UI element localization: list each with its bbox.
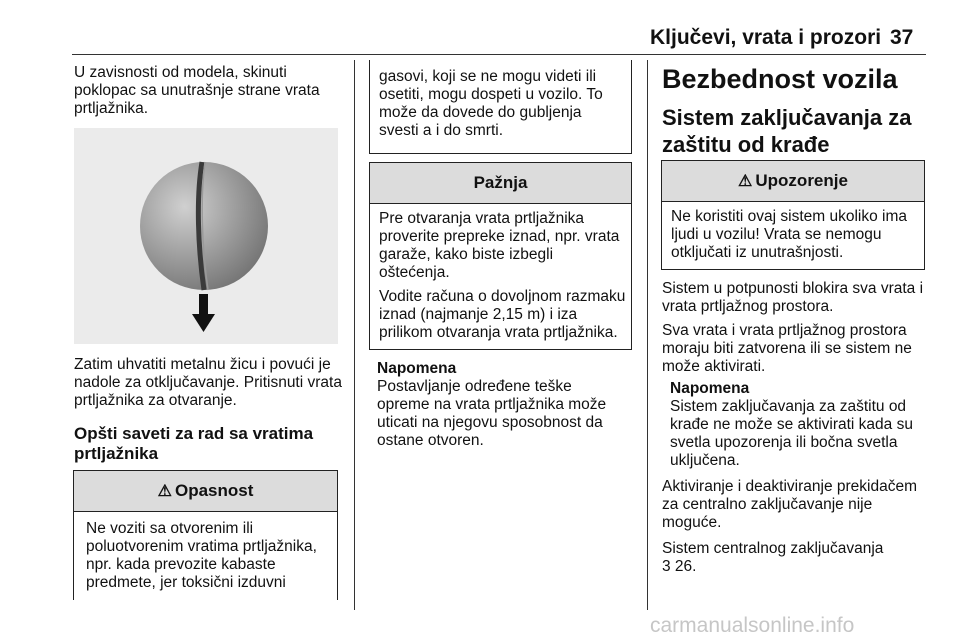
caution-box-header <box>370 163 631 204</box>
note-block <box>377 360 627 450</box>
danger-box-header <box>74 471 337 512</box>
continued-box <box>369 60 632 154</box>
note-text: Sistem zaključavanja za zaštitu od krađe ne može se aktivirati kada su svetla upozorenja ili bočna svetla uključena. <box>670 398 913 469</box>
section-heading: Opšti saveti za rad sa vratima prtljažnika <box>74 424 314 463</box>
paragraph-4: Sistem centralnog zaključavanja <box>662 540 884 557</box>
note-block <box>670 380 926 470</box>
header-rule <box>72 54 926 55</box>
paragraph-2: Sva vrata i vrata prtljažnog prostora moraju biti zatvorena ili se sistem ne može aktivirati. <box>662 322 912 375</box>
intro-paragraph: U zavisnosti od modela, skinuti poklopac sa unutrašnje strane vrata prtljažnika. <box>74 64 320 117</box>
note-label: Napomena <box>670 380 750 397</box>
danger-box-text: Ne voziti sa otvorenim ili poluotvorenim vratima prtljažnika, npr. kada prevozite kabaste predmete, jer toksični izduvni <box>86 520 317 591</box>
warning-box <box>661 160 925 270</box>
caution-box <box>369 162 632 350</box>
page-number: 37 <box>890 26 914 49</box>
after-image-paragraph: Zatim uhvatiti metalnu žicu i povući je nadole za otključavanje. Pritisnuti vrata prtljažnika za otvaranje. <box>74 356 342 409</box>
subsection-title: Sistem zaključavanja za zaštitu od krađe <box>662 105 912 157</box>
header-title: Ključevi, vrata i prozori <box>650 26 882 49</box>
caution-box-body <box>370 204 631 342</box>
tailgate-image <box>74 128 338 344</box>
page-reference-link[interactable]: 3 26. <box>662 558 697 575</box>
caution-paragraph-1: Pre otvaranja vrata prtljažnika proverite prepreke iznad, npr. vrata garaže, kako biste izbegli oštećenja. <box>379 210 620 281</box>
continued-box-text: gasovi, koji se ne mogu videti ili osetiti, mogu dospeti u vozilo. To može da dovede do gubljenja svesti a i do smrti. <box>379 68 603 139</box>
warning-triangle-icon: ⚠ <box>157 483 172 500</box>
note-label: Napomena <box>377 360 457 377</box>
danger-box <box>73 470 338 600</box>
section-title: Bezbednost vozila <box>662 64 898 94</box>
warning-triangle-icon: ⚠ <box>738 173 753 190</box>
danger-box-title: Opasnost <box>174 481 254 500</box>
column-divider-2 <box>647 60 648 610</box>
column-divider-1 <box>354 60 355 610</box>
warning-box-text: Ne koristiti ovaj sistem ukoliko ima ljudi u vozilu! Vrata se nemogu otključati iz unutrašnjosti. <box>671 208 908 261</box>
paragraph-3: Aktiviranje i deaktiviranje prekidačem za centralno zaključavanje nije moguće. <box>662 478 918 531</box>
cable-illustration <box>74 128 338 344</box>
note-text: Postavljanje određene teške opreme na vrata prtljažnika može uticati na njegovu sposobnost da ostane otvoren. <box>377 378 607 449</box>
watermark: carmanualsonline.info <box>650 614 855 637</box>
caution-box-title: Pažnja <box>473 173 528 192</box>
caution-paragraph-2: Vodite računa o dovoljnom razmaku iznad (najmanje 2,15 m) i iza prilikom otvaranja vrata prtljažnika. <box>379 288 626 341</box>
paragraph-1: Sistem u potpunosti blokira sva vrata i vrata prtljažnog prostora. <box>662 280 924 315</box>
warning-box-header <box>662 161 924 202</box>
warning-box-title: Upozorenje <box>755 171 848 190</box>
